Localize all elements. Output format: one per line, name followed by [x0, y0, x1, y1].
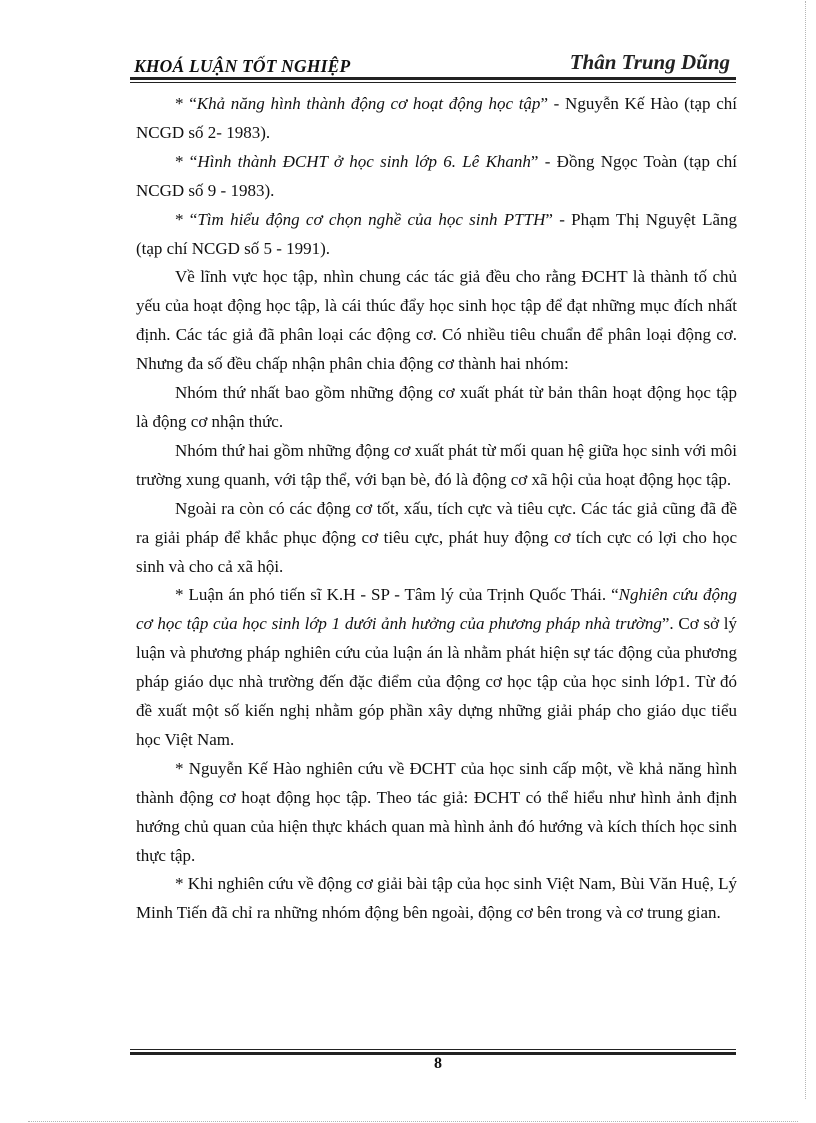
header-rule-thin: [130, 82, 736, 83]
citation-prefix: * “: [175, 151, 198, 171]
body-paragraph: Về lĩnh vực học tập, nhìn chung các tác giả đều cho rằng ĐCHT là thành tố chủ yếu của hoạt động học tập, là cái thúc đẩy học sinh học tập để đạt những mục đích nhất định. Các tác giả đã phân loại các động cơ. Có nhiều tiêu chuẩn để phân loại động cơ. Nhưng đa số đều chấp nhận phân chia động cơ thành hai nhóm:: [136, 267, 737, 374]
author-name: Thân Trung Dũng: [569, 50, 730, 74]
citation-prefix: * “: [175, 209, 198, 229]
header-rule-thick: [130, 77, 736, 80]
footer-rule-thin: [130, 1049, 736, 1050]
body-paragraph: Nhóm thứ nhất bao gồm những động cơ xuất phát từ bản thân hoạt động học tập là động cơ nhận thức.: [136, 383, 737, 431]
citation-paragraph: [136, 581, 737, 754]
body-text: [136, 90, 737, 928]
citation-title: Nghiên cứu động cơ học tập của học sinh lớp 1 dưới ảnh hưởng của phương pháp nhà trường: [136, 585, 737, 634]
page-border-bottom: [28, 1121, 798, 1122]
citation-prefix: * Luận án phó tiến sĩ K.H - SP - Tâm lý của Trịnh Quốc Thái. “: [175, 585, 619, 605]
citation-title: Khả năng hình thành động cơ hoạt động học tập: [196, 94, 541, 113]
citation-title: Hình thành ĐCHT ở học sinh lớp 6. Lê Khanh: [197, 151, 531, 171]
citation-title: Tìm hiểu động cơ chọn nghề của học sinh PTTH: [197, 209, 546, 229]
citation-paragraph: [136, 90, 737, 148]
citation-suffix: ” - Nguyễn Kế Hào (tạp chí NCGD số 2- 1983).: [136, 94, 737, 142]
citation-paragraph: [136, 206, 737, 264]
page-number: 8: [434, 1055, 442, 1072]
thesis-title: KHOÁ LUẬN TỐT NGHIỆP: [134, 56, 351, 76]
citation-suffix: ” - Đồng Ngọc Toàn (tạp chí NCGD số 9 - 1983).: [136, 151, 737, 200]
body-paragraph: * Nguyễn Kế Hào nghiên cứu về ĐCHT của học sinh cấp một, về khả năng hình thành động cơ hoạt động học tập. Theo tác giả: ĐCHT có thể hiểu như hình ảnh định hướng chủ quan của hiện thực khách quan mà hình ảnh đó hướng và kích thích học sinh thực tập.: [136, 758, 737, 865]
citation-paragraph: [136, 148, 737, 206]
body-paragraph: Nhóm thứ hai gồm những động cơ xuất phát từ mối quan hệ giữa học sinh với môi trường xung quanh, với tập thể, với bạn bè, đó là động cơ xã hội của hoạt động học tập.: [136, 440, 737, 489]
body-paragraph: Ngoài ra còn có các động cơ tốt, xấu, tích cực và tiêu cực. Các tác giả cũng đã đề ra giải pháp để khắc phục động cơ tiêu cực, phát huy động cơ tích cực có lợi cho học sinh và cho cả xã hội.: [136, 498, 737, 576]
citation-prefix: * “: [175, 94, 197, 113]
page-border-right: [805, 1, 806, 1099]
citation-suffix: ” - Phạm Thị Nguyệt Lãng (tạp chí NCGD số 5 - 1991).: [136, 209, 737, 258]
citation-suffix: ”. Cơ sở lý luận và phương pháp nghiên cứu của luận án là nhằm phát hiện sự tác động của phương pháp giáo dục nhà trường đến đặc điểm của động cơ học tập của học sinh lớp1. Từ đó đề xuất một số kiến nghị nhằm góp phần xây dựng những giải pháp cho giáo dục tiểu học Việt Nam.: [136, 614, 737, 749]
body-paragraph: * Khi nghiên cứu về động cơ giải bài tập của học sinh Việt Nam, Bùi Văn Huệ, Lý Minh Tiến đã chỉ ra những nhóm động bên ngoài, động cơ bên trong và cơ trung gian.: [136, 874, 737, 923]
page-header: [130, 44, 736, 80]
